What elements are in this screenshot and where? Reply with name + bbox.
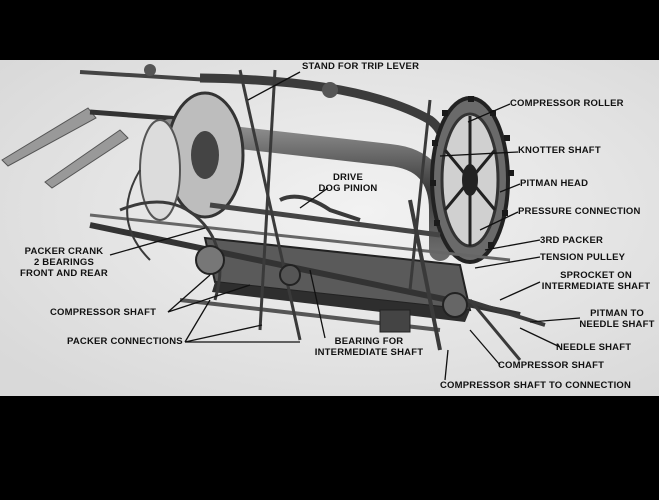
label-pitman-needle-line2: NEEDLE SHAFT (579, 319, 655, 330)
label-compressor-shaft-right: COMPRESSOR SHAFT (498, 360, 605, 371)
label-packer-crank (14, 246, 114, 279)
label-bearing-line2: INTERMEDIATE SHAFT (314, 347, 424, 358)
label-drive-dog-pinion (318, 172, 378, 194)
label-packer-crank-line2: 2 BEARINGS (33, 257, 95, 268)
label-sprocket-line2: INTERMEDIATE SHAFT (541, 281, 651, 292)
label-pitman-head: PITMAN HEAD (520, 178, 589, 189)
label-3rd-packer: 3RD PACKER (540, 235, 604, 246)
label-packer-crank-line1: PACKER CRANK (24, 246, 104, 257)
label-compressor-roller: COMPRESSOR ROLLER (510, 98, 624, 109)
label-compressor-shaft-to-connection: COMPRESSOR SHAFT TO CONNECTION (440, 380, 632, 391)
label-compressor-shaft-left: COMPRESSOR SHAFT (50, 307, 157, 318)
label-stand-for-trip-lever: STAND FOR TRIP LEVER (302, 61, 420, 72)
label-knotter-shaft: KNOTTER SHAFT (518, 145, 601, 156)
binder-mechanism-photo (0, 60, 659, 396)
label-pitman-to-needle-shaft (578, 308, 656, 330)
label-drive-line1: DRIVE (332, 172, 364, 183)
label-packer-crank-line3: FRONT AND REAR (20, 268, 108, 279)
label-packer-connections: PACKER CONNECTIONS (67, 336, 183, 347)
label-sprocket-line1: SPROCKET ON (560, 270, 632, 281)
label-drive-line2: DOG PINION (318, 183, 378, 194)
label-needle-shaft: NEEDLE SHAFT (556, 342, 632, 353)
label-pressure-connection: PRESSURE CONNECTION (518, 206, 641, 217)
label-bearing-line1: BEARING FOR (334, 336, 404, 347)
label-pitman-needle-line1: PITMAN TO (590, 308, 644, 319)
label-bearing-for-intermediate-shaft (310, 336, 428, 358)
label-tension-pulley: TENSION PULLEY (540, 252, 626, 263)
label-sprocket-on-intermediate-shaft (536, 270, 656, 292)
